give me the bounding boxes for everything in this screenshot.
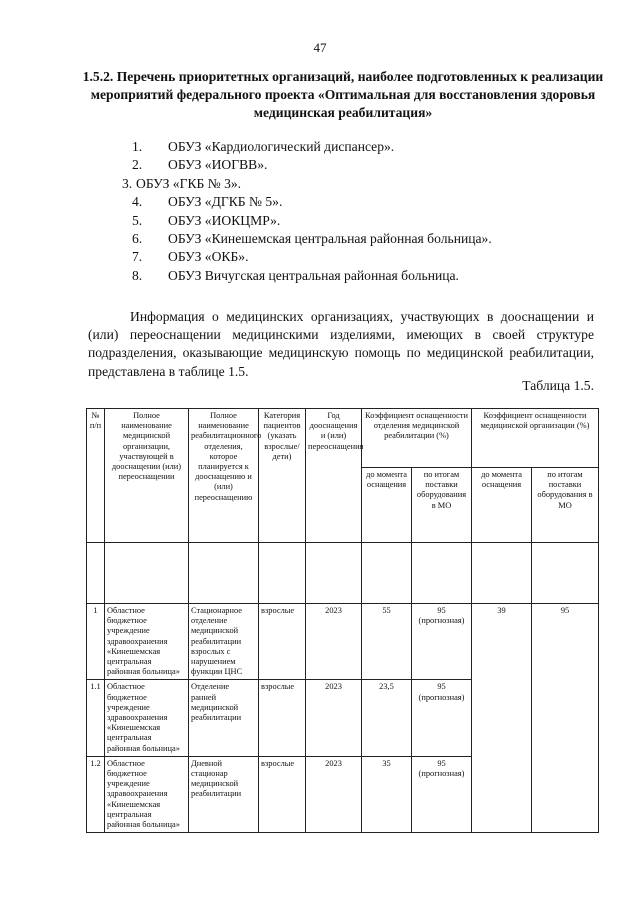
cell-org-before: 39	[472, 604, 532, 833]
cell-num: 1.2	[87, 756, 105, 832]
cell-organization: Областное бюджетное учреждение здравоохранения «Кинешемская центральная районная больница»	[105, 680, 189, 756]
cell-num: 1	[87, 604, 105, 680]
cell-department: Дневной стационар медицинской реабилитации	[189, 756, 259, 832]
cell-org-after: 95	[532, 604, 599, 833]
organization-list	[122, 138, 592, 285]
item-text: ОБУЗ «ОКБ».	[168, 249, 249, 265]
section-title: 1.5.2. Перечень приоритетных организаций, наиболее подготовленных к реализации мероприятий федерального проекта «Оптимальная для восстановления здоровья медицинская реабилитация»	[82, 69, 604, 120]
list-item	[132, 248, 592, 266]
list-item	[132, 138, 592, 156]
header-num: № п/п	[87, 409, 105, 543]
list-item	[132, 212, 592, 230]
item-number: 3.	[122, 175, 133, 191]
list-item	[132, 156, 592, 174]
header-year: Год дооснащения и (или) переоснащения	[306, 409, 362, 543]
cell-category: взрослые	[259, 756, 306, 832]
cell-num: 1.1	[87, 680, 105, 756]
page-number: 47	[313, 40, 327, 55]
list-item	[122, 175, 592, 193]
item-text: ОБУЗ «ГКБ № 3».	[136, 175, 242, 191]
header-org-before: до момента оснащения	[472, 468, 532, 543]
header-dept-after: по итогам поставки оборудования в МО	[412, 468, 472, 543]
cell-category: взрослые	[259, 604, 306, 680]
header-department: Полное наименование реабилитационного отделения, которое планируется к дооснащению и (или) переоснащению	[189, 409, 259, 543]
item-text: ОБУЗ «ДГКБ № 5».	[168, 194, 283, 210]
table-spacer-row	[87, 543, 599, 604]
item-text: ОБУЗ «ИОГВВ».	[168, 157, 268, 173]
list-item	[132, 267, 592, 285]
cell-dept-after: 95 (прогнозная)	[412, 756, 472, 832]
item-number: 8.	[132, 267, 143, 283]
item-number: 6.	[132, 230, 143, 246]
cell-department: Стационарное отделение медицинской реабилитации взрослых с нарушением функции ЦНС	[189, 604, 259, 680]
info-paragraph: Информация о медицинских организациях, участвующих в дооснащении и (или) переоснащении медицинскими изделиями, имеющих в своей структуре подразделения, оказывающие медицинскую помощь по медицинской реабилитации, представлена в таблице 1.5.	[88, 308, 594, 379]
cell-year: 2023	[306, 680, 362, 756]
cell-dept-after: 95 (прогнозная)	[412, 604, 472, 680]
cell-dept-before: 35	[362, 756, 412, 832]
header-dept-before: до момента оснащения	[362, 468, 412, 543]
item-text: ОБУЗ «ИОКЦМР».	[168, 212, 281, 228]
item-text: ОБУЗ Вичугская центральная районная больница.	[168, 267, 459, 283]
cell-organization: Областное бюджетное учреждение здравоохранения «Кинешемская центральная районная больница»	[105, 604, 189, 680]
header-coef-dept: Коэффициент оснащенности отделения медицинской реабилитации (%)	[362, 409, 472, 468]
cell-dept-after: 95 (прогнозная)	[412, 680, 472, 756]
item-number: 4.	[132, 194, 143, 210]
item-text: ОБУЗ «Кардиологический диспансер».	[168, 139, 395, 154]
header-organization: Полное наименование медицинской организации, участвующей в дооснащении (или) переоснащении	[105, 409, 189, 543]
table-caption: Таблица 1.5.	[522, 378, 594, 393]
table-row	[87, 604, 599, 680]
cell-department: Отделение ранней медицинской реабилитации	[189, 680, 259, 756]
cell-year: 2023	[306, 756, 362, 832]
item-number: 1.	[132, 139, 143, 154]
list-item	[132, 230, 592, 248]
header-coef-org: Коэффициент оснащенности медицинской организации (%)	[472, 409, 599, 468]
item-number: 5.	[132, 212, 143, 228]
header-category: Категория пациентов (указать взрослые/дети)	[259, 409, 306, 543]
cell-year: 2023	[306, 604, 362, 680]
cell-category: взрослые	[259, 680, 306, 756]
cell-organization: Областное бюджетное учреждение здравоохранения «Кинешемская центральная районная больница»	[105, 756, 189, 832]
list-item	[132, 193, 592, 211]
item-number: 7.	[132, 249, 143, 265]
cell-dept-before: 55	[362, 604, 412, 680]
item-number: 2.	[132, 157, 143, 173]
item-text: ОБУЗ «Кинешемская центральная районная больница».	[168, 230, 492, 246]
header-org-after: по итогам поставки оборудования в МО	[532, 468, 599, 543]
rehab-table	[86, 408, 599, 833]
cell-dept-before: 23,5	[362, 680, 412, 756]
